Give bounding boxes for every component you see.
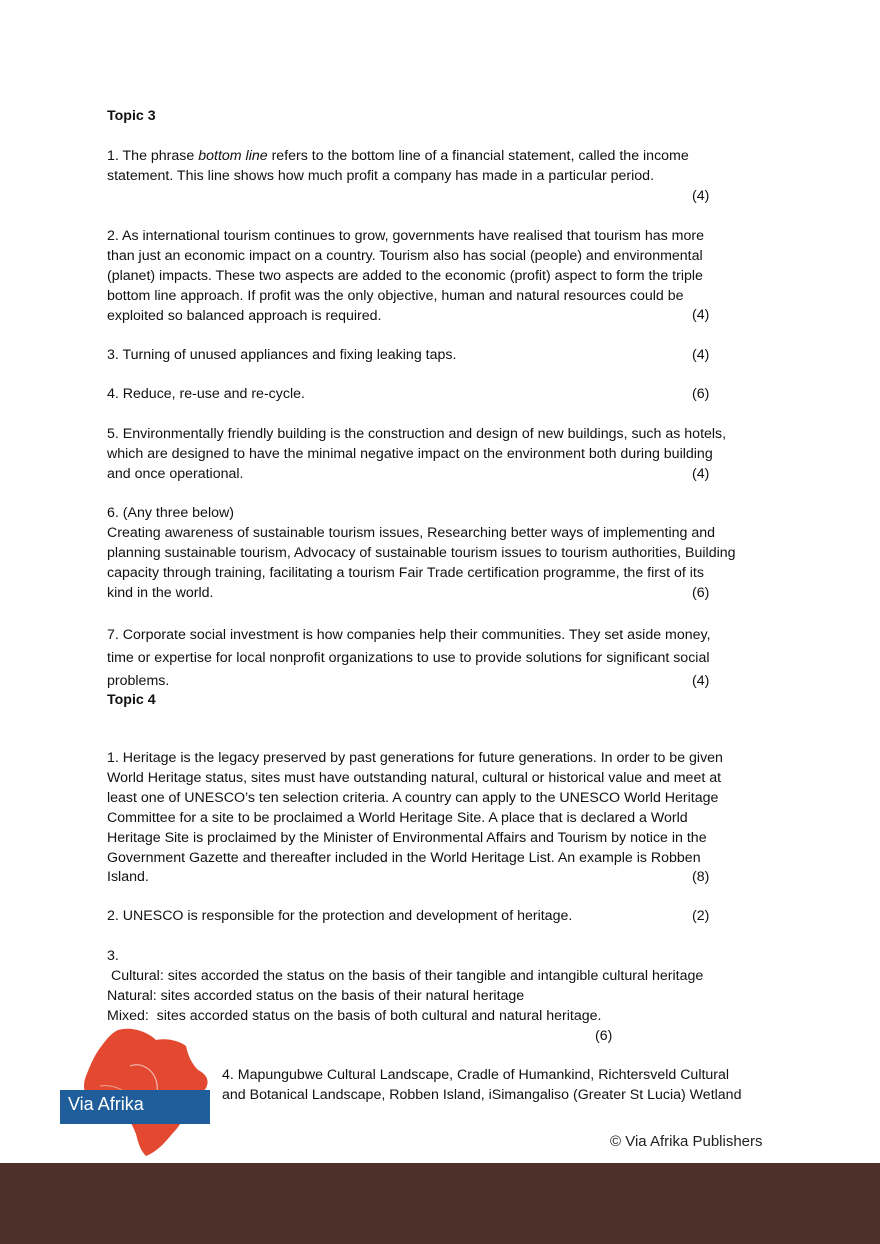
topic4-q3: 3. Cultural: sites accorded the status on the basis of their tangible and intangible cultural heritage Natural: sites accorded status on the basis of their natural heritage Mixed: sites accorded status on the basis of both cultural and natural heritage. [107,948,704,1024]
topic4-q1-mark: (8) [692,869,710,885]
topic3-q6-mark: (6) [692,585,710,601]
topic3-q5-mark: (4) [692,466,710,482]
topic4-q2: 2. UNESCO is responsible for the protection and development of heritage. [107,908,573,924]
topic3-q4: 4. Reduce, re-use and re-cycle. [107,386,305,402]
footer-bar [0,1163,880,1244]
emphasis-bottom-line: bottom line [198,148,268,164]
topic3-q2: 2. As international tourism continues to grow, governments have realised that tourism has more than just an economic impact on a country. Tourism also has social (people) and environmental (planet) impacts. These two aspects are added to the economic (profit) aspect to form the triple bottom line approach. If profit was the only objective, human and natural resources could be exploited so balanced approach is required. [107,228,704,324]
copyright-notice: © Via Afrika Publishers [610,1133,763,1150]
topic3-q7: 7. Corporate social investment is how companies help their communities. They set aside money, time or expertise for local nonprofit organizations to use to provide solutions for significant social problems. [107,627,711,689]
topic3-heading: Topic 3 [107,108,156,124]
topic4-q1: 1. Heritage is the legacy preserved by past generations for future generations. In order to be given World Heritage status, sites must have outstanding natural, cultural or historical value and meet at least one of UNESCO’s ten selection criteria. A country can apply to the UNESCO World Heritage Committee for a site to be proclaimed a World Heritage Site. A place that is declared a World Heritage Site is proclaimed by the Minister of Environmental Affairs and Tourism by notice in the Government Gazette and thereafter included in the World Heritage List. An example is Robben Island. [107,750,723,886]
topic3-q3: 3. Turning of unused appliances and fixing leaking taps. [107,347,457,363]
topic4-q4: 4. Mapungubwe Cultural Landscape, Cradle of Humankind, Richtersveld Cultural and Botanical Landscape, Robben Island, iSimangaliso (Greater St Lucia) Wetland [222,1067,742,1103]
topic3-q7-mark: (4) [692,673,710,689]
africa-map-icon [60,1026,220,1158]
topic4-q2-mark: (2) [692,908,710,924]
topic3-q4-mark: (6) [692,386,710,402]
topic4-q3-mark: (6) [595,1028,613,1044]
topic3-q5: 5. Environmentally friendly building is the construction and design of new buildings, such as hotels, which are designed to have the minimal negative impact on the environment both during building and once operational. [107,426,727,482]
topic3-q1-mark: (4) [692,188,710,204]
topic3-q6: 6. (Any three below) Creating awareness of sustainable tourism issues, Researching better ways of implementing and planning sustainable tourism, Advocacy of sustainable tourism issues to tourism authorities, Building capacity through training, facilitating a tourism Fair Trade certification programme, the first of its kind in the world. [107,505,736,601]
topic4-heading: Topic 4 [107,692,156,708]
via-afrika-logo [60,1026,220,1158]
topic3-q3-mark: (4) [692,347,710,363]
topic3-q2-mark: (4) [692,307,710,323]
topic3-q1: 1. The phrase bottom line refers to the bottom line of a financial statement, called the income statement. This line shows how much profit a company has made in a particular period. [107,148,689,184]
logo-text: Via Afrika [68,1094,144,1114]
